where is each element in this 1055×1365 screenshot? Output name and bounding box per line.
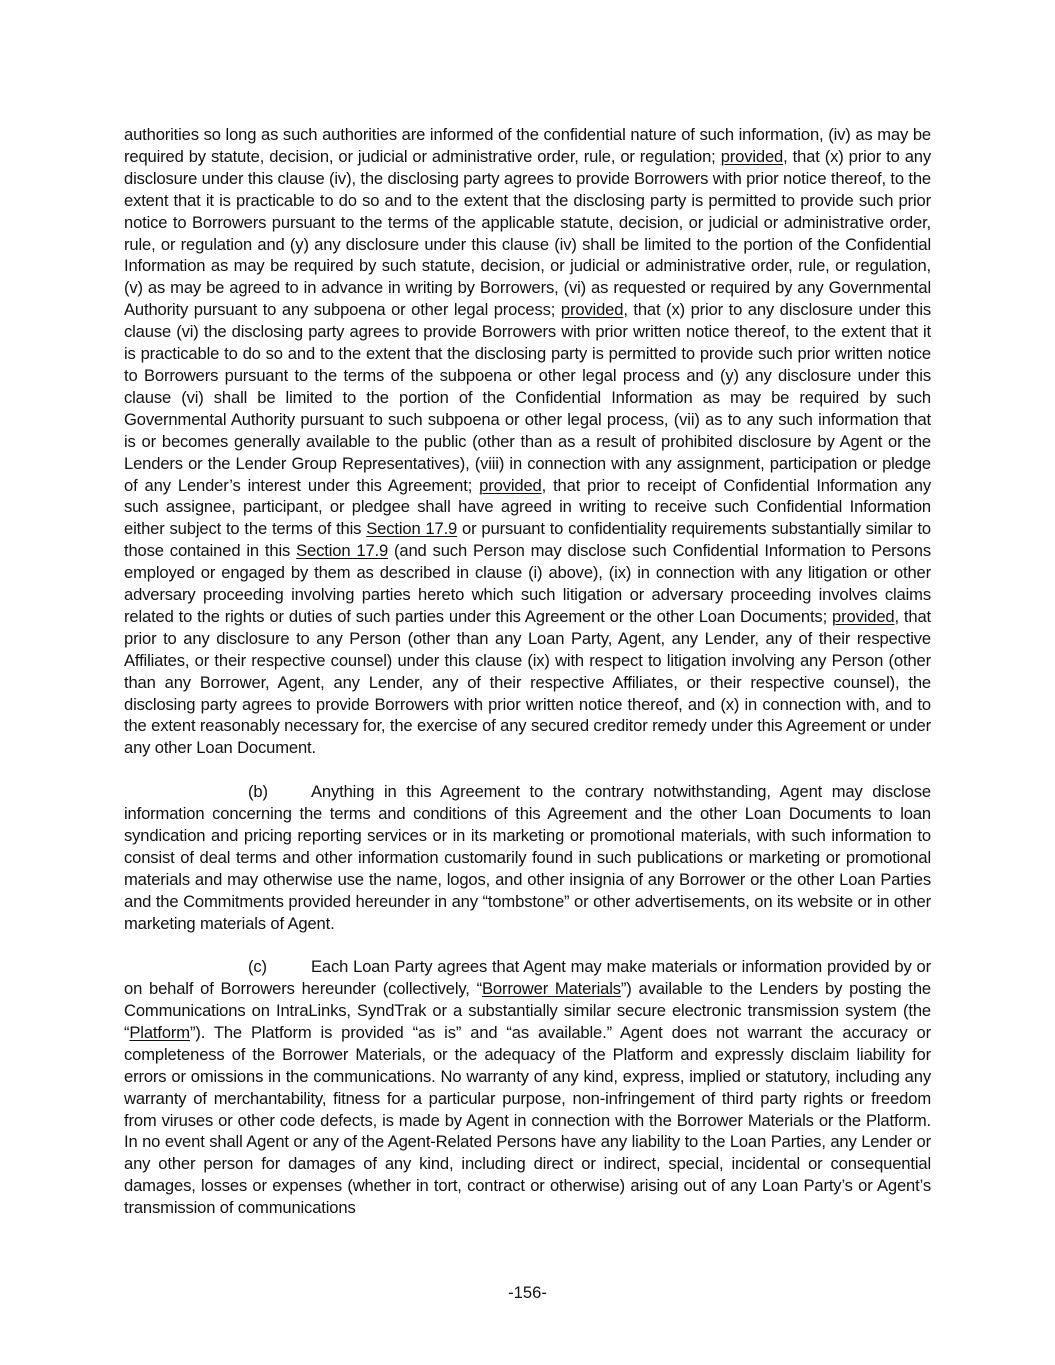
- text-run: or pursuant to confidentiality requirements substantially similar to those contained in this: [124, 519, 931, 561]
- text-run: , that prior to any disclosure to any Person (other than any Loan Party, Agent, any Lender, any of their respective Affiliates, or their respective counsel) under this clause (ix) with respect to litigation involving any Person (other than any Borrower, Agent, any Lender, any of their respective Affiliates, or their respective counsel), the disclosing party agrees to provide Borrowers with prior written notice thereof, and (x) in connection with, and to the extent reasonably necessary for, the exercise of any secured creditor remedy under this Agreement or under any other Loan Document.: [124, 606, 931, 758]
- defined-term-provided: provided: [479, 475, 542, 495]
- text-run: ”). The Platform is provided “as is” and “as available.” Agent does not warrant the accuracy or completeness of the Borrower Materials, or the adequacy of the Platform and expressly disclaim liability for errors or omissions in the communications. No warranty of any kind, express, implied or statutory, including any warranty of merchantability, fitness for a particular purpose, non-infringement of third party rights or freedom from viruses or other code defects, is made by Agent in connection with the Borrower Materials or the Platform. In no event shall Agent or any of the Agent-Related Persons have any liability to the Loan Parties, any Lender or any other person for damages of any kind, including direct or indirect, special, incidental or consequential damages, losses or expenses (whether in tort, contract or otherwise) arising out of any Loan Party’s or Agent’s transmission of communications: [124, 1022, 931, 1218]
- text-run: ”) available to the Lenders by posting the Communications on IntraLinks, SyndTrak or a substantially similar secure electronic transmission system (the “: [124, 979, 932, 1042]
- text-run: authorities so long as such authorities are informed of the confidential nature of such information, (iv) as may be required by statute, decision, or judicial or administrative order, rule, or regulation;: [124, 125, 931, 166]
- defined-term-borrower-materials: Borrower Materials: [481, 979, 621, 999]
- text-run: Anything in this Agreement to the contrary notwithstanding, Agent may disclose information concerning the terms and conditions of this Agreement and the other Loan Documents to loan syndication and pricing reporting services or in its marketing or promotional materials, with such information to consist of deal terms and other information customarily found in such publications or marketing or promotional materials and may otherwise use the name, logos, and other insignia of any Borrower or the other Loan Parties and the Commitments provided hereunder in any “tombstone” or other advertisements, on its website or in other marketing materials of Agent.: [124, 782, 931, 933]
- text-run: , that (x) prior to any disclosure under this clause (vi) the disclosing party agrees to provide Borrowers with prior written notice thereof, to the extent that it is practicable to do so and to the extent that the disclosing party is permitted to provide such prior written notice to Borrowers pursuant to the terms of the subpoena or other legal process and (y) any disclosure under this clause (vi) shall be limited to the portion of the Confidential Information as may be required by such Governmental Authority pursuant to such subpoena or other legal process, (vii) as to any such information that is or becomes generally available to the public (other than as a result of prohibited disclosure by Agent or the Lenders or the Lender Group Representatives), (viii) in connection with any assignment, participation or pledge of any Lender’s interest under this Agreement;: [124, 300, 931, 495]
- text-run: (and such Person may disclose such Confidential Information to Persons employed or engaged by them as described in clause (i) above), (ix) in connection with any litigation or other adversary proceeding involving parties hereto which such litigation or adversary proceeding involves claims related to the rights or duties of such parties under this Agreement or the other Loan Documents;: [124, 541, 931, 626]
- text-run: Each Loan Party agrees that Agent may make materials or information provided by or on behalf of Borrowers hereunder (collectively, “: [124, 957, 931, 999]
- text-run: , that prior to receipt of Confidential Information any such assignee, participant, or pledgee shall have agreed in writing to receive such Confidential Information either subject to the terms of this: [124, 475, 932, 539]
- clause-label-b: (b): [248, 782, 268, 802]
- paragraph-c: [124, 956, 931, 1219]
- defined-term-provided: provided: [560, 300, 624, 320]
- paragraph-a: [124, 124, 931, 759]
- document-body: [124, 124, 931, 1219]
- section-reference: Section 17.9: [296, 541, 389, 561]
- defined-term-provided: provided: [720, 146, 784, 166]
- section-reference: Section 17.9: [366, 519, 458, 539]
- text-run: , that (x) prior to any disclosure under this clause (iv), the disclosing party agrees to provide Borrowers with prior notice thereof, to the extent that it is practicable to do so and to the extent that the disclosing party is permitted to provide such prior notice to Borrowers pursuant to the terms of the applicable statute, decision, or judicial or administrative order, rule, or regulation and (y) any disclosure under this clause (iv) shall be limited to the portion of the Confidential Information as may be required by such statute, decision, or judicial or administrative order, rule, or regulation, (v) as may be agreed to in advance in writing by Borrowers, (vi) as requested or required by any Governmental Authority pursuant to any subpoena or other legal process;: [124, 146, 932, 320]
- defined-term-platform: Platform: [129, 1022, 190, 1042]
- page-number: -156-: [508, 1283, 547, 1302]
- paragraph-b: [124, 781, 931, 934]
- clause-label-c: (c): [248, 957, 267, 977]
- defined-term-provided: provided: [832, 606, 895, 626]
